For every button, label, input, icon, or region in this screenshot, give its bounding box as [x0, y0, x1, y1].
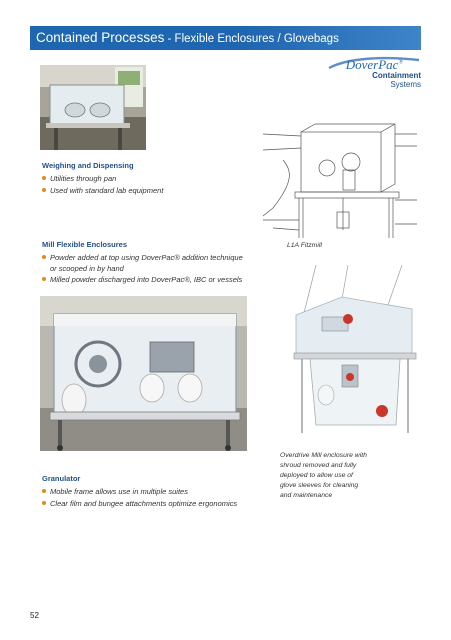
enclosure-caption-line-2: shroud removed and fully — [280, 462, 357, 469]
logo-line-systems: Systems — [390, 80, 421, 89]
logo-brand: DoverPac® — [345, 57, 403, 72]
header-title — [36, 30, 339, 45]
bullet-weighing-1: Utilities through pan — [50, 174, 240, 185]
bullet-dot-icon — [42, 176, 46, 180]
bullet-granulator-2: Clear film and bungee attachments optimize ergonomics — [50, 499, 280, 510]
bullet-dot-icon — [42, 255, 46, 259]
section-title-mill: Mill Flexible Enclosures — [42, 240, 128, 249]
section-title-weighing: Weighing and Dispensing — [42, 161, 134, 170]
enclosure-caption-line-1: Overdrive Mill enclosure with — [280, 452, 367, 459]
enclosure-caption — [280, 451, 420, 501]
header-title-main: Contained Processes — [36, 30, 165, 45]
enclosure-caption-line-5: and maintenance — [280, 492, 333, 499]
bullet-weighing-2: Used with standard lab equipment — [50, 186, 240, 197]
fitzmill-technical-drawing — [243, 120, 421, 242]
bullet-mill-1: Powder added at top using DoverPac® addition technique or scooped in by hand — [50, 253, 250, 274]
bullet-dot-icon — [42, 188, 46, 192]
overdrive-mill-enclosure-image — [282, 265, 427, 455]
doverpac-logo — [323, 57, 421, 87]
page-number: 52 — [30, 611, 39, 620]
drawing-caption: L1A Fitzmill — [287, 242, 322, 249]
section-title-granulator: Granulator — [42, 474, 81, 483]
bullet-dot-icon — [42, 489, 46, 493]
enclosure-caption-line-4: glove sleeves for cleaning — [280, 482, 359, 489]
bullet-granulator-1: Mobile frame allows use in multiple suites — [50, 487, 280, 498]
bullet-dot-icon — [42, 501, 46, 505]
bullet-dot-icon — [42, 277, 46, 281]
header-title-sub: - Flexible Enclosures / Glovebags — [164, 33, 339, 45]
logo-line-containment: Containment — [372, 71, 421, 80]
granulator-photo — [40, 296, 247, 451]
enclosure-caption-line-3: deployed to allow use of — [280, 472, 353, 479]
bullet-mill-2: Milled powder discharged into DoverPac®, IBC or vessels — [50, 275, 250, 286]
page-header-bar — [30, 26, 421, 50]
weighing-enclosure-photo — [40, 65, 146, 150]
